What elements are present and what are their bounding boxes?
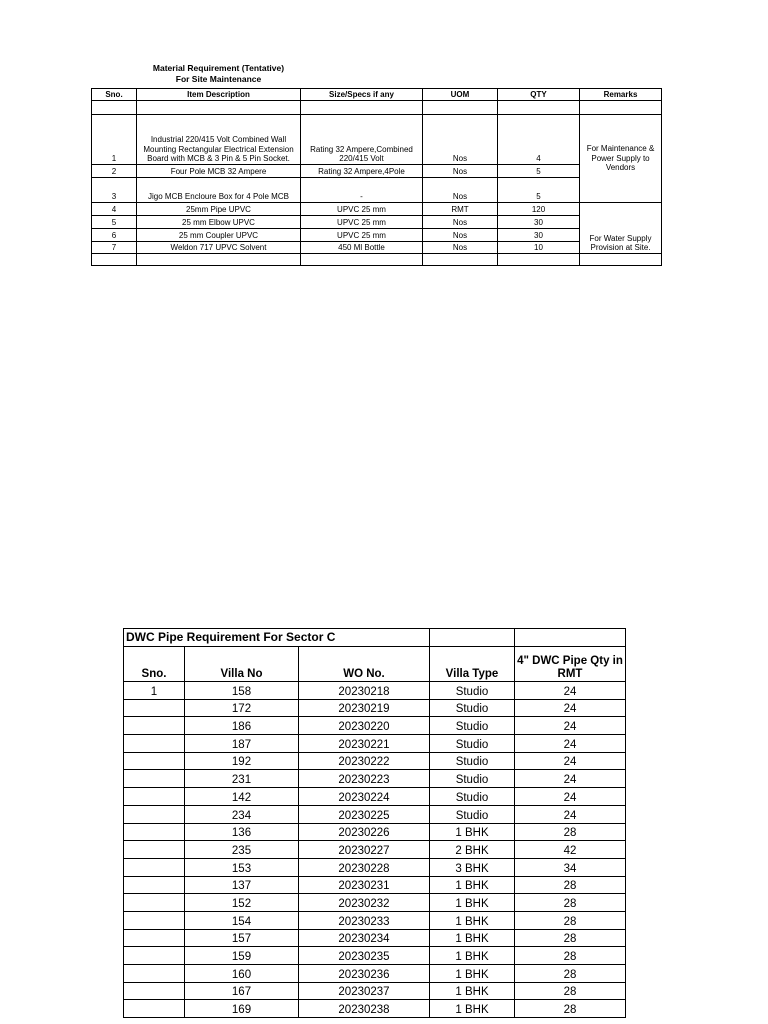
cell-sno: [124, 788, 185, 806]
cell-sno: 2: [92, 165, 137, 178]
dwc-title: DWC Pipe Requirement For Sector C: [124, 629, 430, 647]
cell-sno: 3: [92, 178, 137, 203]
cell-qty: 24: [515, 699, 626, 717]
cell-type: Studio: [430, 735, 515, 753]
cell-uom: RMT: [423, 203, 498, 216]
table-row: [92, 229, 662, 242]
cell-villa: 137: [185, 876, 299, 894]
table-row: [124, 894, 626, 912]
header-uom: UOM: [423, 89, 498, 101]
cell-villa: 192: [185, 752, 299, 770]
cell-uom: Nos: [423, 178, 498, 203]
table-row: [124, 982, 626, 1000]
header-pipe-qty: 4" DWC Pipe Qty in RMT: [515, 647, 626, 682]
table-row: [92, 165, 662, 178]
dwc-title-row: [124, 629, 626, 647]
dwc-table: [123, 628, 626, 1018]
cell-type: 1 BHK: [430, 947, 515, 965]
cell-sno: [124, 841, 185, 859]
cell-qty: 28: [515, 823, 626, 841]
cell-wo: 20230227: [299, 841, 430, 859]
cell-villa: 169: [185, 1000, 299, 1018]
cell-wo: 20230228: [299, 858, 430, 876]
cell-qty: 10: [498, 242, 580, 254]
cell-qty: 30: [498, 229, 580, 242]
cell-type: Studio: [430, 682, 515, 700]
cell-spec: UPVC 25 mm: [301, 203, 423, 216]
cell-sno: [124, 1000, 185, 1018]
material-table: [91, 88, 662, 266]
table-row: [124, 929, 626, 947]
cell-spec: UPVC 25 mm: [301, 229, 423, 242]
cell-qty: 24: [515, 735, 626, 753]
cell-sno: [124, 858, 185, 876]
cell-wo: 20230219: [299, 699, 430, 717]
cell-sno: [124, 894, 185, 912]
table-row: [124, 788, 626, 806]
cell-qty: 28: [515, 982, 626, 1000]
cell-desc: 25 mm Coupler UPVC: [137, 229, 301, 242]
cell-wo: 20230223: [299, 770, 430, 788]
cell-desc: Four Pole MCB 32 Ampere: [137, 165, 301, 178]
table-row: [124, 858, 626, 876]
cell-type: 1 BHK: [430, 911, 515, 929]
cell-wo: 20230224: [299, 788, 430, 806]
header-villa-no: Villa No: [185, 647, 299, 682]
cell-sno: [124, 770, 185, 788]
cell-spec: UPVC 25 mm: [301, 216, 423, 229]
header-wo-no: WO No.: [299, 647, 430, 682]
table-row: [92, 216, 662, 229]
cell-wo: 20230222: [299, 752, 430, 770]
cell-qty: 28: [515, 1000, 626, 1018]
cell-sno: 1: [124, 682, 185, 700]
cell-type: 1 BHK: [430, 982, 515, 1000]
cell-uom: Nos: [423, 242, 498, 254]
cell-sno: 4: [92, 203, 137, 216]
cell-sno: [124, 699, 185, 717]
table-row: [124, 735, 626, 753]
table-row: [124, 805, 626, 823]
table-row: [124, 770, 626, 788]
cell-uom: Nos: [423, 115, 498, 165]
cell-desc: Weldon 717 UPVC Solvent: [137, 242, 301, 254]
cell-sno: 6: [92, 229, 137, 242]
cell-type: 3 BHK: [430, 858, 515, 876]
cell-qty: 24: [515, 682, 626, 700]
material-subtitle: For Site Maintenance: [175, 74, 262, 84]
cell-qty: 5: [498, 178, 580, 203]
cell-sno: 1: [92, 115, 137, 165]
table-row: [124, 699, 626, 717]
cell-uom: Nos: [423, 216, 498, 229]
cell-villa: 159: [185, 947, 299, 965]
cell-villa: 136: [185, 823, 299, 841]
table-row: [124, 965, 626, 983]
cell-sno: [124, 752, 185, 770]
cell-qty: 28: [515, 894, 626, 912]
material-title: Material Requirement (Tentative): [152, 63, 285, 73]
cell-sno: [124, 929, 185, 947]
cell-qty: 42: [515, 841, 626, 859]
cell-villa: 157: [185, 929, 299, 947]
cell-wo: 20230232: [299, 894, 430, 912]
table-row: [124, 841, 626, 859]
cell-spec: Rating 32 Ampere,4Pole: [301, 165, 423, 178]
cell-qty: 24: [515, 770, 626, 788]
cell-sno: 5: [92, 216, 137, 229]
cell-qty: 30: [498, 216, 580, 229]
header-qty: QTY: [498, 89, 580, 101]
cell-villa: 152: [185, 894, 299, 912]
cell-qty: 120: [498, 203, 580, 216]
cell-villa: 234: [185, 805, 299, 823]
cell-sno: [124, 823, 185, 841]
header-sno: Sno.: [124, 647, 185, 682]
cell-qty: 5: [498, 165, 580, 178]
cell-type: Studio: [430, 770, 515, 788]
cell-wo: 20230235: [299, 947, 430, 965]
cell-wo: 20230221: [299, 735, 430, 753]
cell-qty: 28: [515, 947, 626, 965]
cell-desc: 25 mm Elbow UPVC: [137, 216, 301, 229]
cell-villa: 172: [185, 699, 299, 717]
remarks-maintenance: For Maintenance & Power Supply to Vendors: [580, 115, 662, 203]
cell-sno: [124, 965, 185, 983]
table-row: [124, 1000, 626, 1018]
cell-type: Studio: [430, 788, 515, 806]
cell-sno: 7: [92, 242, 137, 254]
cell-spec: 450 Ml Bottle: [301, 242, 423, 254]
cell-qty: 24: [515, 717, 626, 735]
cell-villa: 154: [185, 911, 299, 929]
table-row: [124, 911, 626, 929]
cell-sno: [124, 911, 185, 929]
cell-wo: 20230234: [299, 929, 430, 947]
cell-type: 1 BHK: [430, 1000, 515, 1018]
cell-qty: 28: [515, 929, 626, 947]
table-row: [92, 115, 662, 165]
cell-sno: [124, 805, 185, 823]
cell-villa: 231: [185, 770, 299, 788]
cell-villa: 160: [185, 965, 299, 983]
cell-villa: 167: [185, 982, 299, 1000]
cell-wo: 20230231: [299, 876, 430, 894]
cell-uom: Nos: [423, 229, 498, 242]
cell-villa: 186: [185, 717, 299, 735]
cell-type: Studio: [430, 752, 515, 770]
cell-wo: 20230226: [299, 823, 430, 841]
dwc-header-row: [124, 647, 626, 682]
cell-villa: 158: [185, 682, 299, 700]
cell-uom: Nos: [423, 165, 498, 178]
cell-wo: 20230237: [299, 982, 430, 1000]
cell-sno: [124, 717, 185, 735]
cell-type: Studio: [430, 805, 515, 823]
table-row: [124, 752, 626, 770]
header-sno: Sno.: [92, 89, 137, 101]
table-row: [92, 203, 662, 216]
cell-wo: 20230238: [299, 1000, 430, 1018]
header-size-specs: Size/Specs if any: [301, 89, 423, 101]
table-row: [124, 717, 626, 735]
cell-qty: 28: [515, 911, 626, 929]
material-header-row: [92, 89, 662, 101]
cell-type: 2 BHK: [430, 841, 515, 859]
cell-qty: 4: [498, 115, 580, 165]
cell-wo: 20230220: [299, 717, 430, 735]
table-row: [124, 682, 626, 700]
cell-desc: 25mm Pipe UPVC: [137, 203, 301, 216]
cell-wo: 20230233: [299, 911, 430, 929]
cell-type: 1 BHK: [430, 929, 515, 947]
blank-row: [92, 101, 662, 115]
cell-wo: 20230236: [299, 965, 430, 983]
cell-qty: 34: [515, 858, 626, 876]
cell-sno: [124, 876, 185, 894]
cell-type: 1 BHK: [430, 823, 515, 841]
cell-type: Studio: [430, 699, 515, 717]
cell-villa: 153: [185, 858, 299, 876]
cell-qty: 24: [515, 788, 626, 806]
cell-villa: 235: [185, 841, 299, 859]
cell-desc: Jigo MCB Encloure Box for 4 Pole MCB: [137, 178, 301, 203]
remarks-water-supply: For Water Supply Provision at Site.: [580, 203, 662, 254]
header-villa-type: Villa Type: [430, 647, 515, 682]
header-remarks: Remarks: [580, 89, 662, 101]
cell-villa: 187: [185, 735, 299, 753]
cell-type: 1 BHK: [430, 894, 515, 912]
table-row: [124, 947, 626, 965]
table-row: [92, 242, 662, 254]
cell-wo: 20230218: [299, 682, 430, 700]
cell-villa: 142: [185, 788, 299, 806]
table-row: [124, 876, 626, 894]
cell-sno: [124, 735, 185, 753]
cell-desc: Industrial 220/415 Volt Combined Wall Mounting Rectangular Electrical Extension Board with MCB & 3 Pin & 5 Pin Socket.: [137, 115, 301, 165]
cell-sno: [124, 982, 185, 1000]
cell-qty: 24: [515, 752, 626, 770]
blank-row: [92, 254, 662, 266]
cell-sno: [124, 947, 185, 965]
cell-type: 1 BHK: [430, 876, 515, 894]
cell-qty: 24: [515, 805, 626, 823]
cell-spec: -: [301, 178, 423, 203]
cell-wo: 20230225: [299, 805, 430, 823]
table-row: [124, 823, 626, 841]
cell-spec: Rating 32 Ampere,Combined 220/415 Volt: [301, 115, 423, 165]
header-item-description: Item Description: [137, 89, 301, 101]
cell-qty: 28: [515, 965, 626, 983]
table-row: [92, 178, 662, 203]
cell-qty: 28: [515, 876, 626, 894]
cell-type: 1 BHK: [430, 965, 515, 983]
cell-type: Studio: [430, 717, 515, 735]
